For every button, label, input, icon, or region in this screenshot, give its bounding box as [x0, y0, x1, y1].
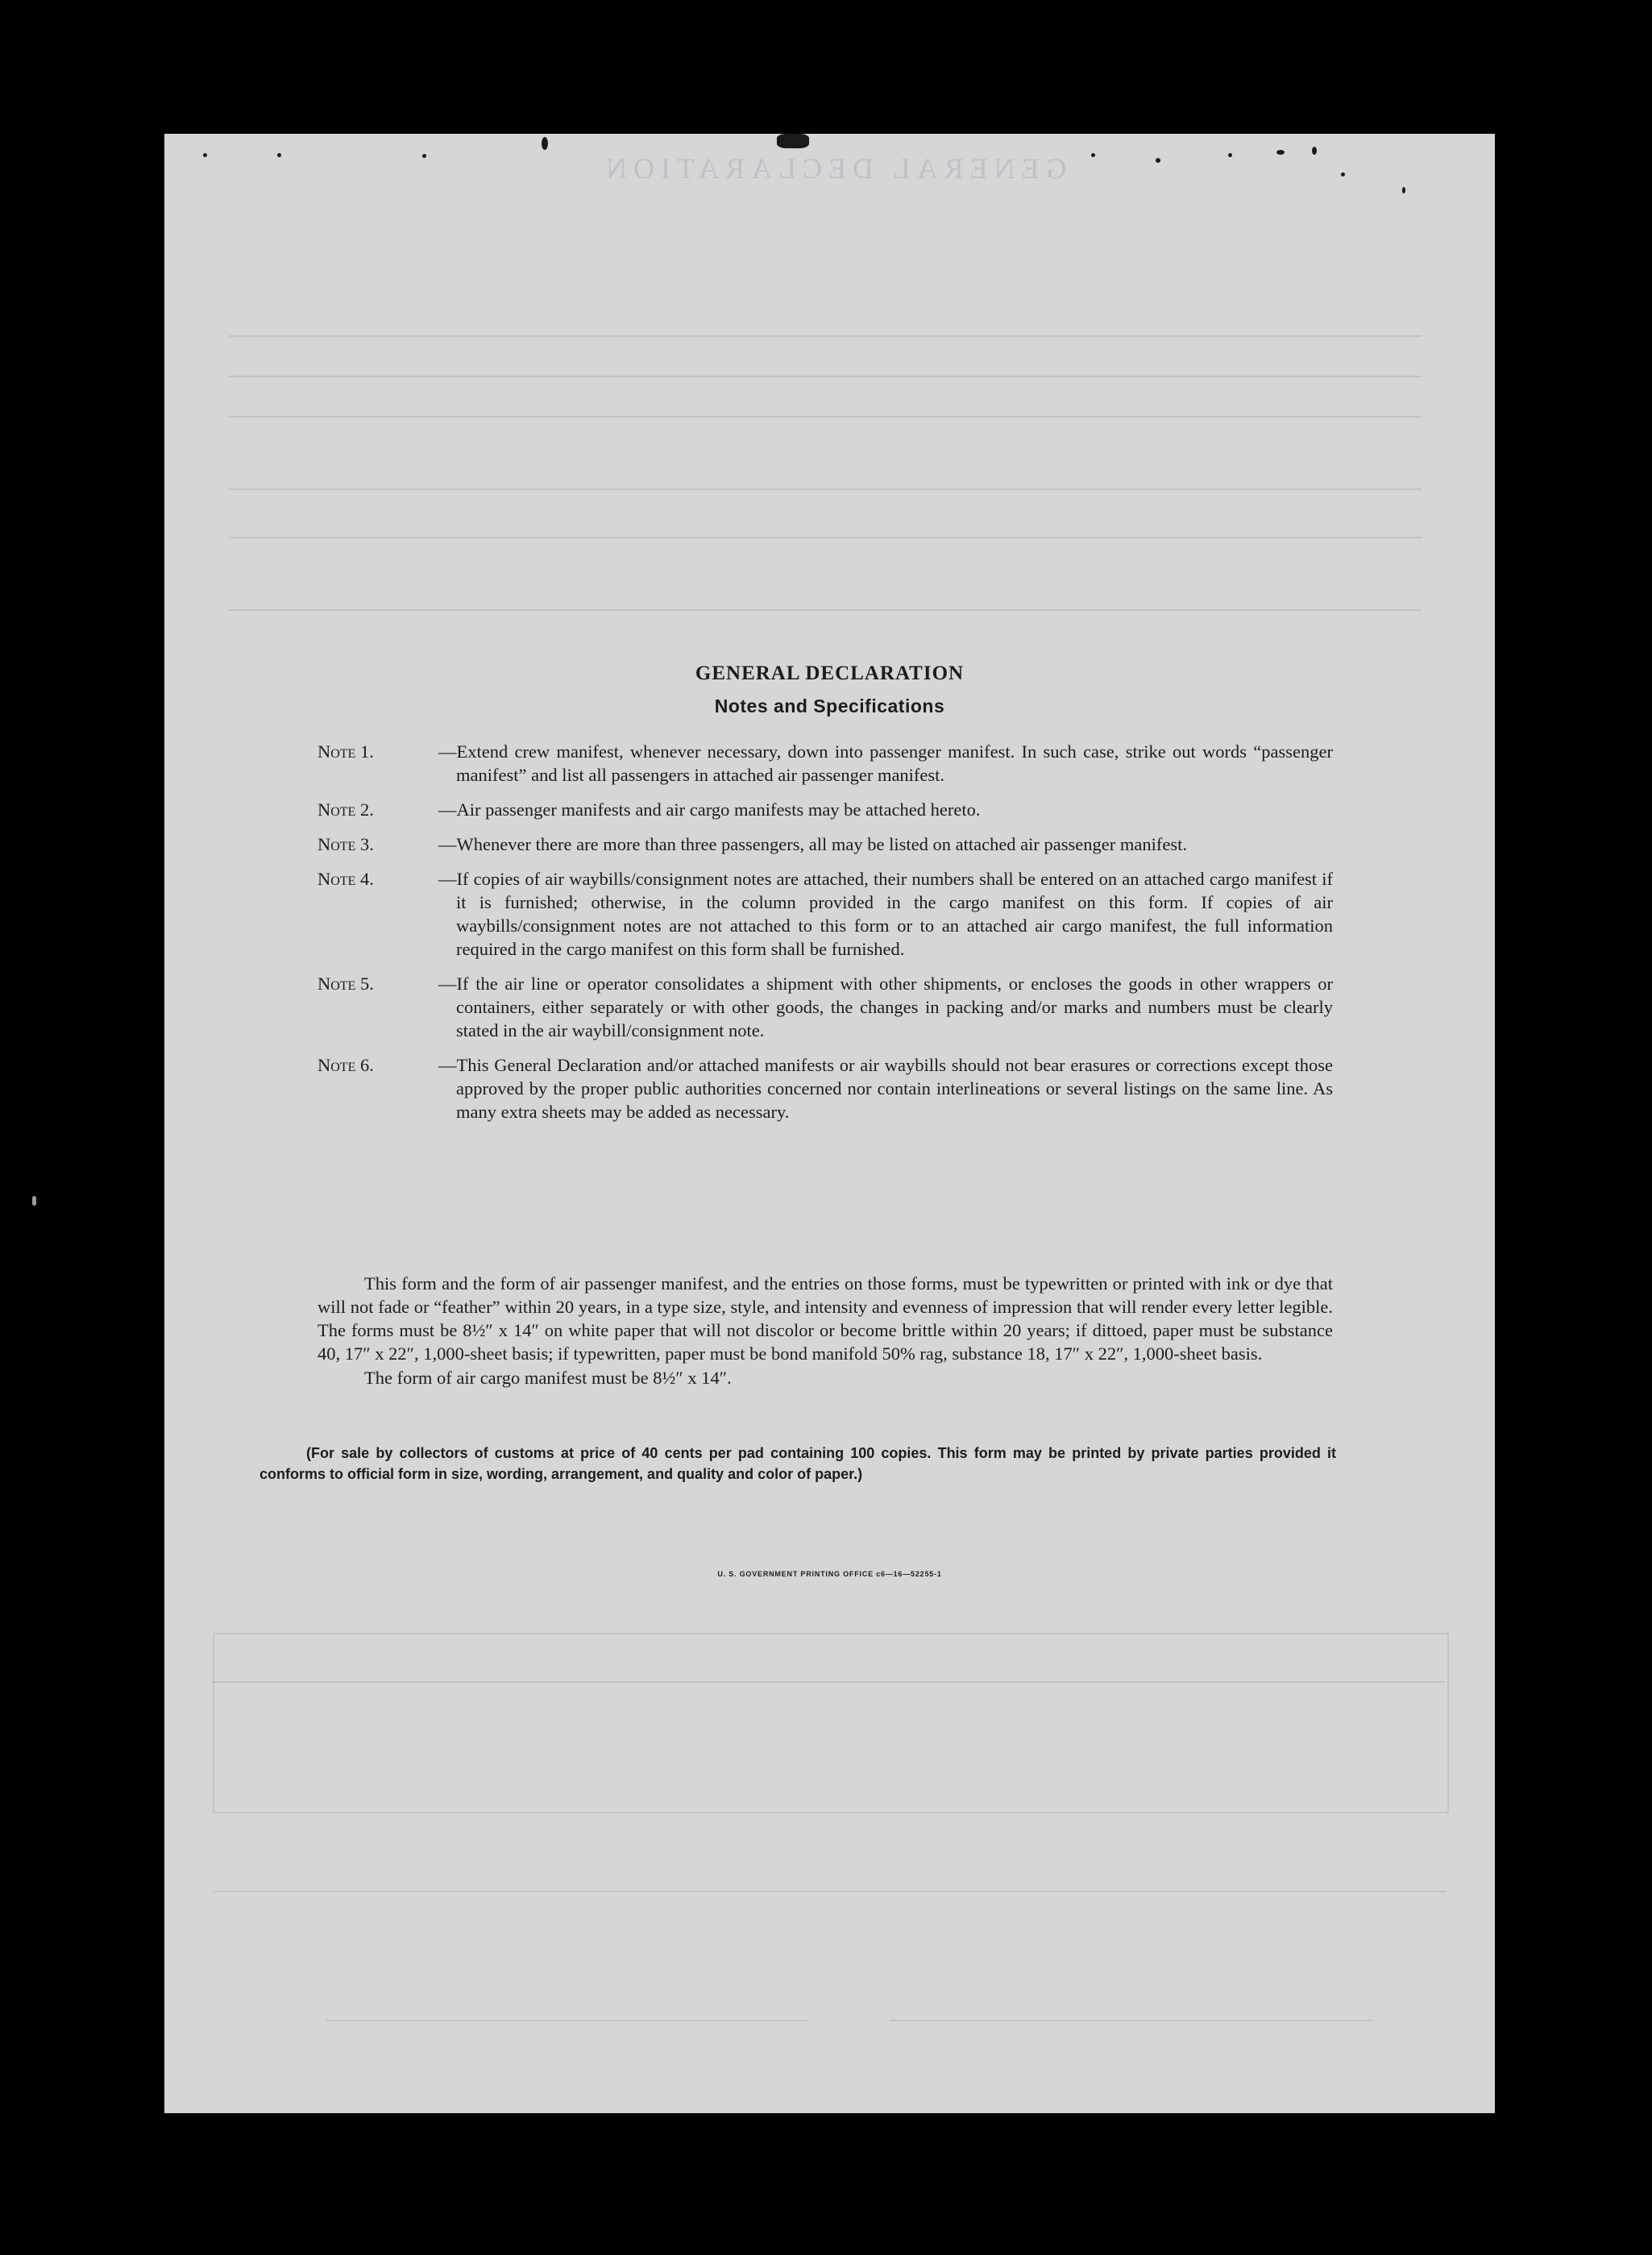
note-text: —Extend crew manifest, whenever necessary, down into passenger manifest. In such case, strike out words “passenger manifest” and list all passengers in attached air passenger manifest. — [438, 741, 1333, 785]
document-subheading: Notes and Specifications — [714, 696, 945, 716]
note-text: —Whenever there are more than three passengers, all may be listed on attached air passenger manifest. — [438, 834, 1187, 854]
notes-list — [318, 740, 1333, 1135]
note-item — [318, 1053, 1333, 1123]
note-label: Note 5. — [318, 974, 374, 994]
bleed-through-rule — [229, 488, 1422, 490]
bleed-through-table — [213, 1633, 1449, 1813]
note-text: —Air passenger manifests and air cargo manifests may be attached hereto. — [438, 799, 981, 820]
note-text: —If copies of air waybills/consignment notes are attached, their numbers shall be entered on an attached cargo manifest if it is furnished; otherwise, in the column provided in the cargo manifest on this form. If copies of air waybills/consignment notes are not attached to this form or to an attached air cargo manifest, the full information required in the cargo manifest on this form shall be furnished. — [438, 869, 1333, 959]
bleed-through-title: GENERAL DECLARATION — [600, 152, 1067, 185]
bleed-through-rule — [890, 2020, 1373, 2021]
note-item — [318, 833, 1333, 856]
bleed-through-rule — [229, 376, 1422, 377]
note-label: Note 4. — [318, 869, 374, 889]
note-label: Note 2. — [318, 799, 374, 820]
bleed-through-rule — [229, 537, 1422, 538]
note-label: Note 1. — [318, 741, 374, 762]
note-item — [318, 798, 1333, 821]
cargo-manifest-size-line: The form of air cargo manifest must be 8½″ x 14″. — [364, 1368, 732, 1388]
bleed-through-rule — [213, 1681, 1446, 1683]
note-text: —This General Declaration and/or attached manifests or air waybills should not bear erasures or corrections except those approved by the proper public authorities concerned nor contain interlineations or several listings on the same line. As many extra sheets may be added as necessary. — [438, 1055, 1333, 1122]
note-item — [318, 972, 1333, 1042]
note-item — [318, 740, 1333, 787]
bleed-through-rule — [213, 1891, 1446, 1892]
document-page — [164, 134, 1495, 2113]
printer-line: U. S. GOVERNMENT PRINTING OFFICE c6—16—52255-1 — [717, 1570, 942, 1578]
bleed-through-rule — [326, 2020, 809, 2021]
note-label: Note 6. — [318, 1055, 374, 1075]
bleed-through-rule — [229, 416, 1422, 417]
note-item — [318, 867, 1333, 961]
sale-notice: (For sale by collectors of customs at price of 40 cents per pad containing 100 copies. This form may be printed by private parties provided it conforms to official form in size, wording, arrangement, and quality and color of paper.) — [259, 1445, 1336, 1482]
scan-speck — [32, 1196, 36, 1206]
form-requirements-paragraph: This form and the form of air passenger manifest, and the entries on those forms, must be typewritten or printed with ink or dye that will not fade or “feather” within 20 years, in a type size, style, and intensity and evenness of impression that will render every letter legible. The forms must be 8½″ x 14″ on white paper that will not discolor or become brittle within 20 years; if dittoed, paper must be substance 40, 17″ x 22″, 1,000-sheet basis; if typewritten, paper must be bond manifold 50% rag, substance 18, 17″ x 22″, 1,000-sheet basis. — [318, 1273, 1333, 1364]
document-heading: GENERAL DECLARATION — [695, 662, 965, 684]
bleed-through-rule — [229, 609, 1422, 611]
bleed-through-rule — [229, 335, 1422, 337]
note-label: Note 3. — [318, 834, 374, 854]
note-text: —If the air line or operator consolidates a shipment with other shipments, or encloses the goods in other wrappers or containers, either separately or with other goods, the changes in packing and/or marks and numbers must be clearly stated in the air waybill/consignment note. — [438, 974, 1333, 1040]
